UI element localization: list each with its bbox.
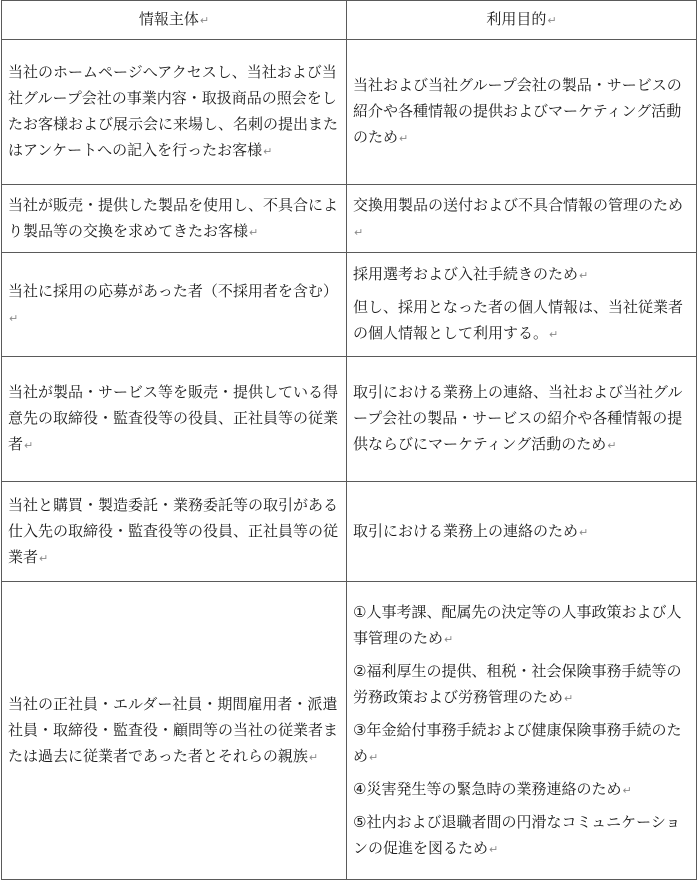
subject-cell: 当社に採用の応募があった者（不採用者を含む）↵: [2, 253, 347, 357]
purpose-cell: 当社および当社グループ会社の製品・サービスの紹介や各種情報の提供およびマーケティング活動のため↵: [347, 40, 697, 185]
purpose-cell: 取引における業務上の連絡、当社および当社グループ会社の製品・サービスの紹介や各種情報の提供ならびにマーケティング活動のため↵: [347, 357, 697, 482]
table-header-row: [2, 1, 697, 40]
table-row: [2, 482, 697, 582]
table-row: [2, 40, 697, 185]
purpose-paragraph: 但し、採用となった者の個人情報は、当社従業者の個人情報として利用する。↵: [353, 298, 684, 342]
table-row: [2, 582, 697, 880]
purpose-item-2: ②福利厚生の提供、租税・社会保険事務手続等の労務政策および労務管理のため↵: [353, 661, 682, 706]
purpose-paragraph: 採用選考および入社手続きのため↵: [353, 265, 589, 283]
privacy-purpose-table: [1, 0, 697, 880]
table-row: [2, 253, 697, 357]
subject-cell: 当社が販売・提供した製品を使用し、不具合により製品等の交換を求めてきたお客様↵: [2, 185, 347, 253]
header-purpose: 利用目的↵: [347, 1, 697, 40]
purpose-item-5: ⑤社内および退職者間の円滑なコミュニケーションの促進を図るため↵: [353, 812, 681, 857]
subject-cell: 当社の正社員・エルダー社員・期間雇用者・派遣社員・取締役・監査役・顧問等の当社の従業者または過去に従業者であった者とそれらの親族↵: [2, 582, 347, 880]
purpose-item-3: ③年金給付事務手続および健康保険事務手続のため↵: [353, 720, 682, 765]
purpose-cell: [347, 582, 697, 880]
purpose-cell: 取引における業務上の連絡のため↵: [347, 482, 697, 582]
purpose-item-1: ①人事考課、配属先の決定等の人事政策および人事管理のため↵: [353, 602, 682, 647]
subject-cell: 当社と購買・製造委託・業務委託等の取引がある仕入先の取締役・監査役等の役員、正社員等の従業者↵: [2, 482, 347, 582]
purpose-item-4: ④災害発生等の緊急時の業務連絡のため↵: [353, 779, 632, 798]
subject-cell: 当社が製品・サービス等を販売・提供している得意先の取締役・監査役等の役員、正社員等の従業者↵: [2, 357, 347, 482]
subject-cell: 当社のホームページへアクセスし、当社および当社グループ会社の事業内容・取扱商品の照会をしたお客様および展示会に来場し、名刺の提出またはアンケートへの記入を行ったお客様↵: [2, 40, 347, 185]
purpose-cell: 交換用製品の送付および不具合情報の管理のため↵: [347, 185, 697, 253]
purpose-cell: [347, 253, 697, 357]
table-row: [2, 185, 697, 253]
table-row: [2, 357, 697, 482]
header-subject: 情報主体↵: [2, 1, 347, 40]
